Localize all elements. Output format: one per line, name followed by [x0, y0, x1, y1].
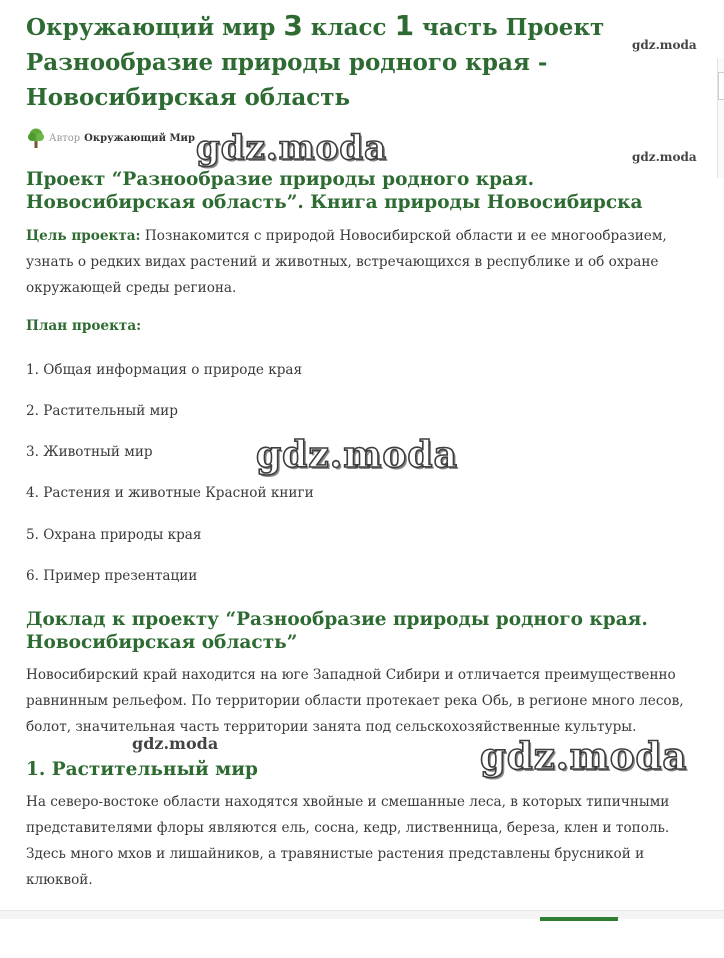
right-edge-panel: [717, 58, 724, 178]
watermark: gdz.moda: [480, 734, 688, 778]
bottom-bar: [0, 910, 724, 958]
watermark: gdz.moda: [256, 434, 458, 476]
right-edge-control[interactable]: [718, 72, 724, 100]
author-label: Автор: [49, 132, 81, 144]
report-heading: Доклад к проекту “Разнообразие природы родного края. Новосибирская область”: [26, 609, 648, 653]
plan-item: 3. Животный мир: [26, 444, 153, 460]
project-heading: Проект “Разнообразие природы родного края. Новосибирская область”. Книга природы Новосибирска: [26, 169, 643, 213]
plan-item: 5. Охрана природы края: [26, 527, 202, 543]
goal-text: Познакомится с природой Новосибирской области и ее многообразием, узнать о редких видах растений и животных, встречающихся в республике и об охране окружающей среды региона.: [26, 228, 667, 296]
plan-item: 1. Общая информация о природе края: [26, 362, 303, 378]
goal-label: Цель проекта:: [26, 228, 141, 244]
author-name-link[interactable]: Окружающий Мир: [84, 132, 195, 144]
watermark-small: gdz.moda: [632, 38, 697, 52]
watermark-small: gdz.moda: [632, 150, 697, 164]
page-title: Окружающий мир 3 класс 1 часть Проект Разнообразие природы родного края - Новосибирская область: [26, 9, 605, 111]
watermark: gdz.moda: [196, 128, 388, 168]
plan-item: 2. Растительный мир: [26, 403, 178, 419]
report-text: Новосибирский край находится на юге Западной Сибири и отличается преимущественно равнинным рельефом. По территории области протекает река Обь, в регионе много лесов, болот, значительная часть территории занята под сельскохозяйственные культуры.: [26, 667, 684, 735]
bottom-accent-tab[interactable]: [540, 917, 618, 921]
author-row: [26, 126, 195, 150]
section-heading-flora: 1. Растительный мир: [26, 759, 258, 780]
plan-item: 4. Растения и животные Красной книги: [26, 485, 314, 501]
plan-item: 6. Пример презентации: [26, 568, 198, 584]
section-text-flora: На северо-востоке области находятся хвойные и смешанные леса, в которых типичными представителями флоры являются ель, сосна, кедр, лиственница, береза, клен и тополь. Здесь много мхов и лишайников, а травянистые растения представлены брусникой и клюквой.: [26, 794, 670, 888]
tree-icon: [26, 127, 46, 149]
watermark-small: gdz.moda: [132, 734, 219, 753]
project-goal: [26, 223, 696, 301]
plan-label: План проекта:: [26, 318, 142, 334]
